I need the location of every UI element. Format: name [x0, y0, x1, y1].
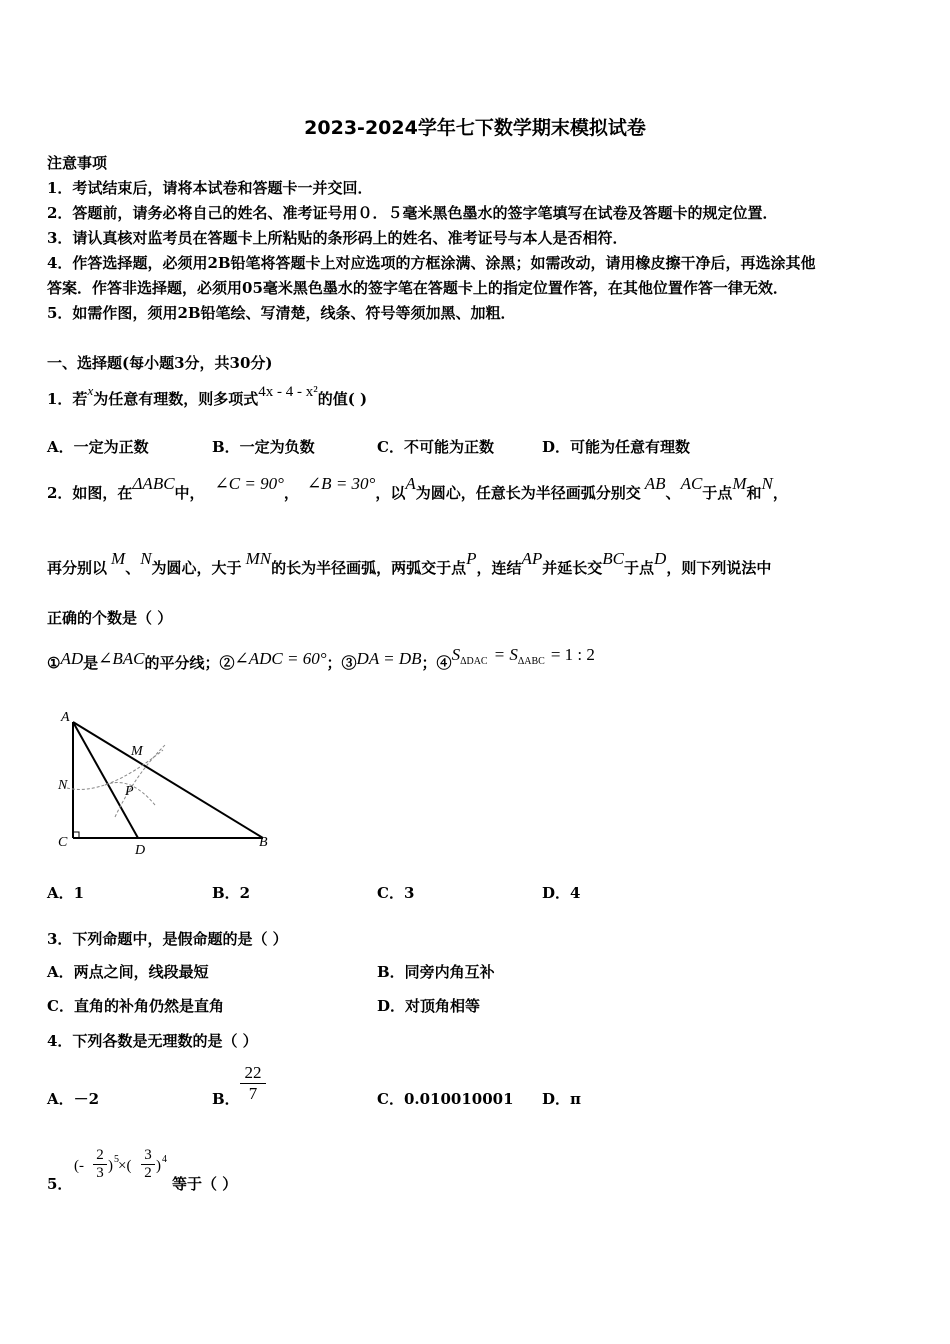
q5-paren-close: ) [108, 1158, 113, 1174]
notes-item: 5．如需作图，须用2B铅笔绘、写清楚，线条、符号等须加黑、加粗． [47, 304, 516, 322]
label-m: M [131, 744, 143, 759]
question-1: 1．若x为任意有理数，则多项式4x - 4 - x²的值( ) [47, 383, 368, 408]
q1-option-d[interactable]: D．可能为任意有理数 [542, 438, 691, 456]
q5-fraction-1 [93, 1147, 107, 1182]
q3-option-d[interactable]: D．对顶角相等 [377, 997, 481, 1015]
fraction-numerator: 2 [96, 1147, 104, 1163]
q4-option-c[interactable]: C．0.010010001 [377, 1090, 514, 1108]
q3-option-c[interactable]: C．直角的补角仍然是直角 [47, 997, 224, 1015]
q2-option-c[interactable]: C．3 [377, 884, 415, 902]
question-5-stem: 等于（ ） [172, 1175, 238, 1193]
fraction-numerator: 3 [144, 1147, 152, 1163]
question-2-line-3: 正确的个数是（ ） [47, 609, 173, 627]
page-title: 2023-2024学年七下数学期末模拟试卷 [304, 117, 646, 139]
q2-option-a[interactable]: A．1 [47, 884, 85, 902]
bisector-ad [73, 722, 138, 838]
fraction-numerator: 22 [244, 1063, 262, 1082]
label-b: B [259, 835, 268, 850]
question-4: 4．下列各数是无理数的是（ ） [47, 1032, 258, 1050]
q1-option-b[interactable]: B．一定为负数 [212, 438, 315, 456]
q5-fraction-2 [141, 1147, 155, 1182]
notes-item: 3．请认真核对监考员在答题卡上所粘贴的条形码上的姓名、准考证号与本人是否相符． [47, 229, 628, 247]
triangle-figure [45, 705, 285, 860]
q5-paren-open: (- [74, 1158, 84, 1174]
notes-item: 2．答题前，请务必将自己的姓名、准考证号用０．５毫米黑色墨水的签字笔填写在试卷及答题卡的规定位置． [47, 204, 778, 222]
q5-exponent-1: 5 [114, 1154, 119, 1165]
label-c: C [58, 835, 68, 850]
q3-option-b[interactable]: B．同旁内角互补 [377, 963, 495, 981]
question-2-statements: ①AD是∠BAC的平分线；②∠ADC = 60°；③DA = DB；$④S^{\Delta DAC} = S^{\Delta ABC} = 1$ : 2 [47, 645, 595, 672]
fraction-denominator: 7 [240, 1083, 266, 1104]
arc-mn [67, 750, 163, 789]
q5-times: ×( [118, 1158, 132, 1174]
notes-item: 答案．作答非选择题，必须用05毫米黑色墨水的签字笔在答题卡上的指定位置作答，在其他位置作答一律无效． [47, 279, 788, 297]
q4-option-a[interactable]: A．－2 [47, 1090, 100, 1108]
question-2-line-2: 再分别以 M、N为圆心，大于 MN的长为半径画弧，两弧交于点P，连结AP并延长交BC于点D，则下列说法中 [47, 549, 772, 577]
q3-option-a[interactable]: A．两点之间，线段最短 [47, 963, 209, 981]
q5-exponent-2: 4 [162, 1154, 167, 1165]
side-ab [73, 722, 263, 838]
label-p: P [125, 784, 134, 799]
q2-option-b[interactable]: B．2 [212, 884, 251, 902]
section-heading: 一、选择题(每小题3分，共30分) [47, 354, 273, 372]
label-a: A [61, 710, 70, 725]
label-d: D [135, 843, 146, 858]
question-5-number: 5． [47, 1175, 73, 1193]
q2-option-d[interactable]: D．4 [542, 884, 581, 902]
q4-fraction [240, 1063, 266, 1104]
notes-item: 1．考试结束后，请将本试卷和答题卡一并交回． [47, 179, 373, 197]
fraction-denominator: 3 [93, 1164, 107, 1182]
label-n: N [58, 778, 68, 793]
fraction-denominator: 2 [141, 1164, 155, 1182]
q1-option-a[interactable]: A．一定为正数 [47, 438, 149, 456]
notes-item: 4．作答选择题，必须用2B铅笔将答题卡上对应选项的方框涂满、涂黑；如需改动，请用橡皮擦干净后，再选涂其他 [47, 254, 816, 272]
q1-option-c[interactable]: C．不可能为正数 [377, 438, 494, 456]
question-3: 3．下列命题中，是假命题的是（ ） [47, 930, 288, 948]
q4-option-d[interactable]: D．π [542, 1090, 581, 1108]
q5-paren-close-2: ) [156, 1158, 161, 1174]
question-2-line-1: 2．如图，在ΔABC中， ∠C = 90°， ∠B = 30°，以A为圆心，任意长为半径画弧分别交 AB、AC于点M和N， [47, 474, 788, 502]
q4-option-b[interactable]: B． [212, 1090, 240, 1108]
notes-heading: 注意事项 [47, 154, 108, 172]
